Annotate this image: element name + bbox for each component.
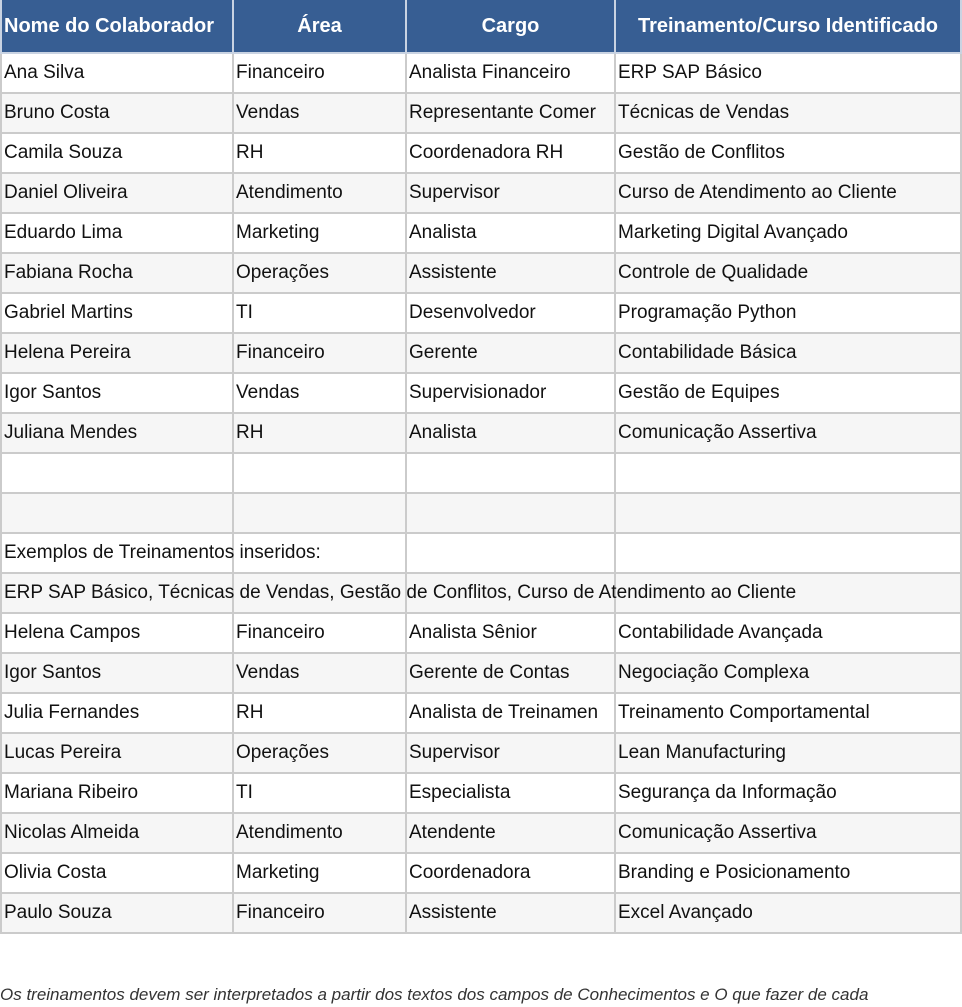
- cell-nome[interactable]: Gabriel Martins: [1, 293, 233, 333]
- table-row: [1, 413, 961, 453]
- empty-cell[interactable]: [406, 493, 615, 533]
- header-cargo[interactable]: Cargo: [406, 1, 615, 54]
- cell-area[interactable]: Vendas: [233, 93, 406, 133]
- cell-area[interactable]: Financeiro: [233, 333, 406, 373]
- cell-nome[interactable]: Juliana Mendes: [1, 413, 233, 453]
- cell-nome[interactable]: Helena Pereira: [1, 333, 233, 373]
- cell-cargo[interactable]: Especialista: [406, 773, 615, 813]
- examples-label-row: [1, 533, 961, 573]
- empty-cell[interactable]: [615, 493, 961, 533]
- table-row: [1, 853, 961, 893]
- cell-nome[interactable]: Igor Santos: [1, 373, 233, 413]
- cell-nome[interactable]: Bruno Costa: [1, 93, 233, 133]
- cell-treinamento[interactable]: Curso de Atendimento ao Cliente: [615, 173, 961, 213]
- cell-treinamento[interactable]: Contabilidade Básica: [615, 333, 961, 373]
- cell-cargo[interactable]: Representante Comer: [406, 93, 615, 133]
- cell-area[interactable]: Vendas: [233, 653, 406, 693]
- empty-cell[interactable]: [233, 453, 406, 493]
- cell-cargo[interactable]: Analista: [406, 413, 615, 453]
- cell-treinamento[interactable]: Contabilidade Avançada: [615, 613, 961, 653]
- cell-treinamento[interactable]: Técnicas de Vendas: [615, 93, 961, 133]
- table-row: [1, 293, 961, 333]
- cell-area[interactable]: TI: [233, 773, 406, 813]
- cell-cargo[interactable]: Coordenadora: [406, 853, 615, 893]
- table-row: [1, 213, 961, 253]
- cell-treinamento[interactable]: Negociação Complexa: [615, 653, 961, 693]
- cell-cargo[interactable]: Gerente de Contas: [406, 653, 615, 693]
- empty-row: [1, 453, 961, 493]
- table-row: [1, 733, 961, 773]
- cell-nome[interactable]: Igor Santos: [1, 653, 233, 693]
- cell-cargo[interactable]: Supervisionador: [406, 373, 615, 413]
- cell-treinamento[interactable]: Gestão de Conflitos: [615, 133, 961, 173]
- cell-treinamento[interactable]: Comunicação Assertiva: [615, 413, 961, 453]
- header-area[interactable]: Área: [233, 1, 406, 54]
- cell-treinamento[interactable]: Branding e Posicionamento: [615, 853, 961, 893]
- cell-cargo[interactable]: Analista Sênior: [406, 613, 615, 653]
- table-row: [1, 693, 961, 733]
- empty-row: [1, 493, 961, 533]
- header-row: [1, 1, 961, 54]
- table-row: [1, 373, 961, 413]
- examples-label-cell[interactable]: [1, 533, 321, 573]
- cell-treinamento[interactable]: Comunicação Assertiva: [615, 813, 961, 853]
- cell-nome[interactable]: Camila Souza: [1, 133, 233, 173]
- cell-nome[interactable]: Julia Fernandes: [1, 693, 233, 733]
- table-row: [1, 253, 961, 293]
- table-row: [1, 133, 961, 173]
- cell-treinamento[interactable]: Controle de Qualidade: [615, 253, 961, 293]
- cell-nome[interactable]: Paulo Souza: [1, 893, 233, 933]
- table-row: [1, 53, 961, 93]
- cell-nome[interactable]: Fabiana Rocha: [1, 253, 233, 293]
- cell-cargo[interactable]: Assistente: [406, 893, 615, 933]
- cell-area[interactable]: Operações: [233, 733, 406, 773]
- cell-cargo[interactable]: Supervisor: [406, 733, 615, 773]
- cell-nome[interactable]: Nicolas Almeida: [1, 813, 233, 853]
- footnote: Os treinamentos devem ser interpretados a partir dos textos dos campos de Conhecimentos e O que fazer de cada: [0, 985, 869, 1004]
- header-nome-colaborador[interactable]: Nome do Colaborador: [1, 1, 233, 54]
- cell-cargo[interactable]: Gerente: [406, 333, 615, 373]
- cell-nome[interactable]: Mariana Ribeiro: [1, 773, 233, 813]
- cell-nome[interactable]: Eduardo Lima: [1, 213, 233, 253]
- cell-area[interactable]: Financeiro: [233, 893, 406, 933]
- cell-treinamento[interactable]: Lean Manufacturing: [615, 733, 961, 773]
- cell-area[interactable]: RH: [233, 693, 406, 733]
- cell-nome[interactable]: Ana Silva: [1, 53, 233, 93]
- cell-area[interactable]: TI: [233, 293, 406, 333]
- empty-cell[interactable]: [406, 533, 615, 573]
- cell-area[interactable]: Financeiro: [233, 613, 406, 653]
- cell-cargo[interactable]: Supervisor: [406, 173, 615, 213]
- empty-cell[interactable]: [233, 493, 406, 533]
- table-row: [1, 93, 961, 133]
- cell-treinamento[interactable]: Treinamento Comportamental: [615, 693, 961, 733]
- cell-area[interactable]: Marketing: [233, 213, 406, 253]
- examples-list-cell[interactable]: [1, 573, 797, 613]
- cell-area[interactable]: RH: [233, 413, 406, 453]
- table-row: [1, 893, 961, 933]
- cell-cargo[interactable]: Coordenadora RH: [406, 133, 615, 173]
- cell-area[interactable]: Atendimento: [233, 173, 406, 213]
- table-row: [1, 813, 961, 853]
- empty-cell[interactable]: [615, 453, 961, 493]
- empty-cell[interactable]: [1, 493, 233, 533]
- cell-treinamento[interactable]: Programação Python: [615, 293, 961, 333]
- cell-area[interactable]: Atendimento: [233, 813, 406, 853]
- table-row: [1, 333, 961, 373]
- cell-nome[interactable]: Olivia Costa: [1, 853, 233, 893]
- cell-cargo[interactable]: Analista Financeiro: [406, 53, 615, 93]
- header-treinamento[interactable]: Treinamento/Curso Identificado: [615, 1, 961, 54]
- cell-cargo[interactable]: Atendente: [406, 813, 615, 853]
- table-row: [1, 613, 961, 653]
- cell-area[interactable]: Vendas: [233, 373, 406, 413]
- examples-label: Exemplos de Treinamentos inseridos:: [4, 542, 321, 563]
- table-row: [1, 173, 961, 213]
- cell-cargo[interactable]: Analista de Treinamen: [406, 693, 615, 733]
- cell-nome[interactable]: Helena Campos: [1, 613, 233, 653]
- cell-area[interactable]: Marketing: [233, 853, 406, 893]
- examples-list: ERP SAP Básico, Técnicas de Vendas, Gestão de Conflitos, Curso de Atendimento ao Cliente: [4, 582, 797, 603]
- table-row: [1, 653, 961, 693]
- cell-area[interactable]: RH: [233, 133, 406, 173]
- examples-list-row: [1, 573, 961, 613]
- empty-cell[interactable]: [615, 533, 961, 573]
- cell-area[interactable]: Operações: [233, 253, 406, 293]
- cell-nome[interactable]: Daniel Oliveira: [1, 173, 233, 213]
- cell-treinamento[interactable]: Gestão de Equipes: [615, 373, 961, 413]
- cell-treinamento[interactable]: Marketing Digital Avançado: [615, 213, 961, 253]
- cell-nome[interactable]: Lucas Pereira: [1, 733, 233, 773]
- empty-cell[interactable]: [406, 453, 615, 493]
- cell-treinamento[interactable]: Segurança da Informação: [615, 773, 961, 813]
- cell-treinamento[interactable]: ERP SAP Básico: [615, 53, 961, 93]
- cell-cargo[interactable]: Assistente: [406, 253, 615, 293]
- cell-area[interactable]: Financeiro: [233, 53, 406, 93]
- table-row: [1, 773, 961, 813]
- empty-cell[interactable]: [1, 453, 233, 493]
- cell-treinamento[interactable]: Excel Avançado: [615, 893, 961, 933]
- cell-cargo[interactable]: Analista: [406, 213, 615, 253]
- cell-cargo[interactable]: Desenvolvedor: [406, 293, 615, 333]
